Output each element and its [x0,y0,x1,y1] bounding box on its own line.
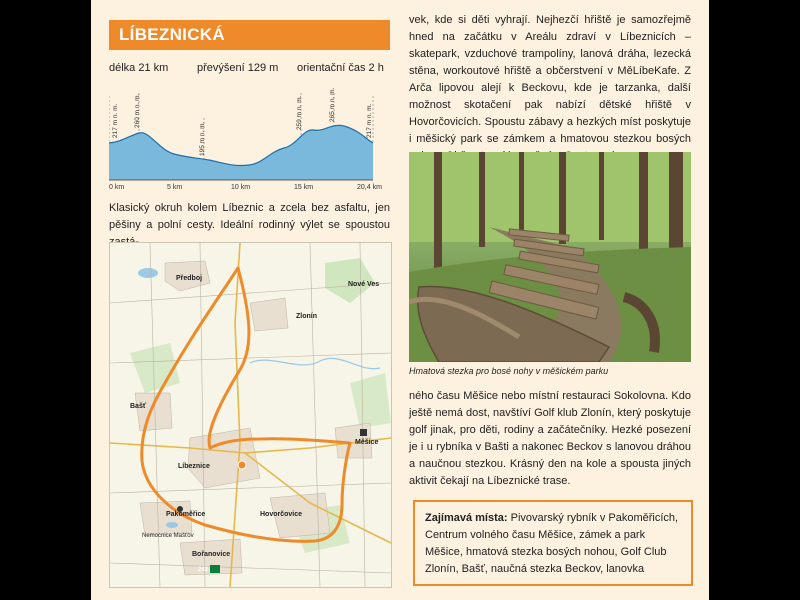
km-tick: 15 km [294,184,314,191]
stat-length [109,62,168,74]
photo-barefoot-path [409,152,691,362]
elevation-profile [109,88,391,198]
photo-caption: Hmatová stezka pro bosé nohy v měšickém parku [409,366,609,376]
route-map[interactable] [109,242,392,588]
column2-mid-text: ného času Měšice nebo místní restauraci Sokolovna. Kdo ještě nemá dost, navštíví Golf klub Zlonín, který poskytuje golf jinak, pro děti, rodiny a začátečníky. Hezké posezení je i u rybníka v Bašti a nakonec Beckov s lanovou dráhou a naučnou stezkou. Krásný den na kole a spousta jiných aktivit čekají na Líbeznické trase. [409,390,691,487]
peak-label: 217 m n. m. [366,103,373,138]
map-label-nemocnice: Nemocnice Mašťov [142,533,194,539]
peak-label: 260 m n. m. [134,93,141,128]
stat-elevation-value: 129 m [247,62,279,74]
stat-length-label: délka [109,62,136,74]
map-label-zlonin: Zlonín [296,313,317,320]
km-tick: 20,4 km [357,184,382,191]
peak-label: 259 m n. m. [296,95,303,130]
km-tick: 0 km [109,184,125,191]
map-label-boranovice: Bořanovice [192,551,231,558]
column2-top-text: vek, kde si děti vyhrají. Nejhezčí hřiště je samozřejmě hned na začátku v Areálu zdraví v Líbeznicích – skatepark, vzduchové trampolíny, lanová dráha, lezecká stěna, workoutové hřiště a občerstvení v MěLíbeKafe. Z Arča lipovou alejí k Beckovu, kde je tarzanka, další možnost skotačení pak nabízí dětské hřiště v Hovorčovicích. Spoustu zábavy a hezkých míst poskytuje i měšický park se zámkem a hmatovou stezkou bosých [409,14,691,145]
stat-time-label: orientační čas [297,62,366,74]
map-label-pakomerice: Pakoměřice [166,511,206,518]
map-label-bast: Bašť [130,403,147,410]
stat-elevation [197,62,278,74]
map-label-libeznice: Líbeznice [178,463,210,470]
map-label-predboj: Předboj [176,275,203,282]
stat-time [297,62,384,74]
interest-box-content [425,510,683,578]
interest-box [413,500,693,586]
stat-length-value: 21 km [138,62,169,74]
map-label-mesice: Měšice [355,439,379,446]
map-label-road-243: 243 [198,567,209,573]
profile-area [109,125,373,180]
interest-box-text: Pivovarský rybník v Pakoměřicích, Centrum volného času Měšice, zámek a park Měšice, hmatová stezka bosých nohou, Golf Club Zlonín, Bašť, naučná stezka Beckov, lanovka [425,512,679,575]
map-label-nove-ves: Nové Ves [348,281,380,288]
km-tick: 10 km [231,184,251,191]
map-label-hovorcovice: Hovorčovice [260,511,303,518]
peak-label: 217 m n. m. [112,103,119,138]
page-title: LÍBEZNICKÁ [119,25,225,44]
km-tick: 5 km [167,184,183,191]
peak-label: 265 m n. m. [329,88,336,122]
interest-box-label: Zajímavá místa: [425,512,508,524]
intro-text: Klasický okruh kolem Líbeznic a zcela bez asfaltu, jen pěšiny a polní cesty. Ideální rodinný výlet se spoustou [109,202,390,231]
page [91,0,709,600]
stat-elevation-label: převýšení [197,62,245,74]
stat-time-value: 2 h [368,62,384,74]
peak-label: 195 m n. m. [199,121,206,156]
title-bar [109,20,390,50]
